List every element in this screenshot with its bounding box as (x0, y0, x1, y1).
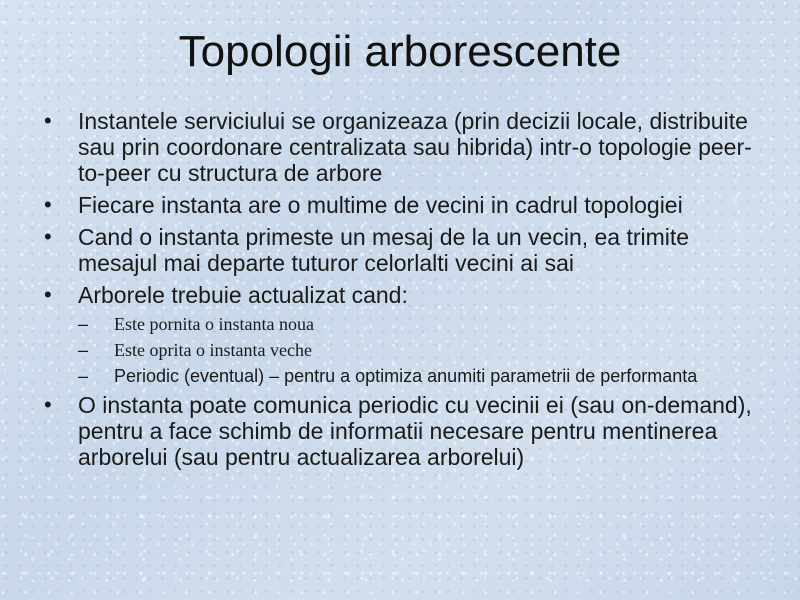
bullet-item (44, 392, 764, 470)
sub-bullet-text: Este pornita o instanta noua (114, 314, 314, 334)
bullet-icon: • (44, 392, 52, 417)
bullet-icon: • (44, 282, 52, 307)
sub-bullet-list (78, 314, 764, 386)
bullet-item (44, 108, 764, 186)
slide-title: Topologii arborescente (178, 27, 622, 76)
bullet-text: Arborele trebuie actualizat cand: (78, 282, 408, 308)
bullet-icon: • (44, 108, 52, 133)
bullet-icon: • (44, 192, 52, 217)
sub-bullet-item (78, 366, 764, 386)
bullet-item (44, 224, 764, 276)
bullet-text: O instanta poate comunica periodic cu vecinii ei (sau on-demand), pentru a face schimb de informatii necesare pentru mentinerea arborelui (sau pentru actualizarea arborelui) (78, 392, 752, 470)
bullet-item (44, 192, 764, 218)
sub-bullet-text: Periodic (eventual) – pentru a optimiza anumiti parametrii de performanta (114, 366, 698, 386)
sub-bullet-item (78, 314, 764, 334)
bullet-text: Cand o instanta primeste un mesaj de la un vecin, ea trimite mesajul mai departe tuturor celorlalti vecini ai sai (78, 224, 690, 276)
dash-icon: – (78, 314, 89, 334)
slide-content (44, 108, 764, 476)
bullet-text: Fiecare instanta are o multime de vecini in cadrul topologiei (78, 192, 683, 218)
bullet-icon: • (44, 224, 52, 249)
sub-bullet-item (78, 340, 764, 360)
sub-bullet-text: Este oprita o instanta veche (114, 340, 312, 360)
dash-icon: – (78, 366, 89, 386)
bullet-item (44, 282, 764, 386)
dash-icon: – (78, 340, 89, 360)
bullet-list (44, 108, 764, 470)
bullet-text: Instantele serviciului se organizeaza (prin decizii locale, distribuite sau prin coordonare centralizata sau hibrida) intr-o topologie peer-to-peer cu structura de arbore (78, 108, 752, 186)
